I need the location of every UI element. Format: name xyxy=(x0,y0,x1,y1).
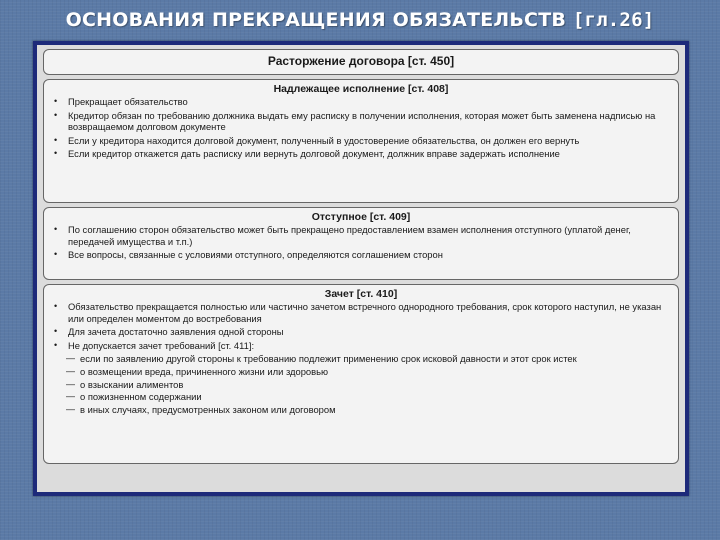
performance-heading: Надлежащее исполнение [ст. 408] xyxy=(273,83,449,95)
termination-box xyxy=(43,49,679,75)
list-item: • Если кредитор откажется дать расписку или вернуть долговой документ, должник вправе задержать исполнение xyxy=(52,148,670,160)
list-item: • Кредитор обязан по требованию должника выдать ему расписку в получении исполнения, которая может быть заменена надписью на возвращаемом долговом документе xyxy=(52,110,670,133)
slide-title xyxy=(0,9,720,31)
compensation-heading: Отступное [ст. 409] xyxy=(311,211,411,223)
scanned-document-frame xyxy=(33,41,689,496)
exception-item: — о взыскании алиментов xyxy=(52,379,670,391)
list-item: • Для зачета достаточно заявления одной стороны xyxy=(52,326,670,338)
exception-item: — в иных случаях, предусмотренных законом или договором xyxy=(52,404,670,416)
performance-list xyxy=(52,96,670,160)
list-item: • Прекращает обязательство xyxy=(52,96,670,108)
list-item: • Все вопросы, связанные с условиями отступного, определяются соглашением сторон xyxy=(52,249,670,261)
scanned-document xyxy=(37,45,685,492)
compensation-box xyxy=(43,207,679,280)
termination-heading: Расторжение договора [ст. 450] xyxy=(267,54,455,68)
list-item: • Если у кредитора находится долговой документ, полученный в удостоверение обязательства, он должен его вернуть xyxy=(52,135,670,147)
setoff-heading: Зачет [ст. 410] xyxy=(324,288,398,300)
exception-item: — о пожизненном содержании xyxy=(52,391,670,403)
exception-item: — о возмещении вреда, причиненного жизни или здоровью xyxy=(52,366,670,378)
performance-box xyxy=(43,79,679,203)
slide-title-main: ОСНОВАНИЯ ПРЕКРАЩЕНИЯ ОБЯЗАТЕЛЬСТВ xyxy=(65,9,567,31)
setoff-box xyxy=(43,284,679,464)
setoff-list xyxy=(52,301,670,415)
list-item: • Обязательство прекращается полностью или частично зачетом встречного однородного требования, срок которого наступил, не указан или определен моментом до востребования xyxy=(52,301,670,324)
list-item: • Не допускается зачет требований [ст. 411]: xyxy=(52,340,670,352)
exception-item: — если по заявлению другой стороны к требованию подлежит применению срок исковой давности и этот срок истек xyxy=(52,353,670,365)
list-item: • По соглашению сторон обязательство может быть прекращено предоставлением взамен исполнения отступного (уплатой денег, передачей имущества и т.п.) xyxy=(52,224,670,247)
compensation-list xyxy=(52,224,670,261)
slide-title-chapter: [гл.26] xyxy=(572,9,655,31)
